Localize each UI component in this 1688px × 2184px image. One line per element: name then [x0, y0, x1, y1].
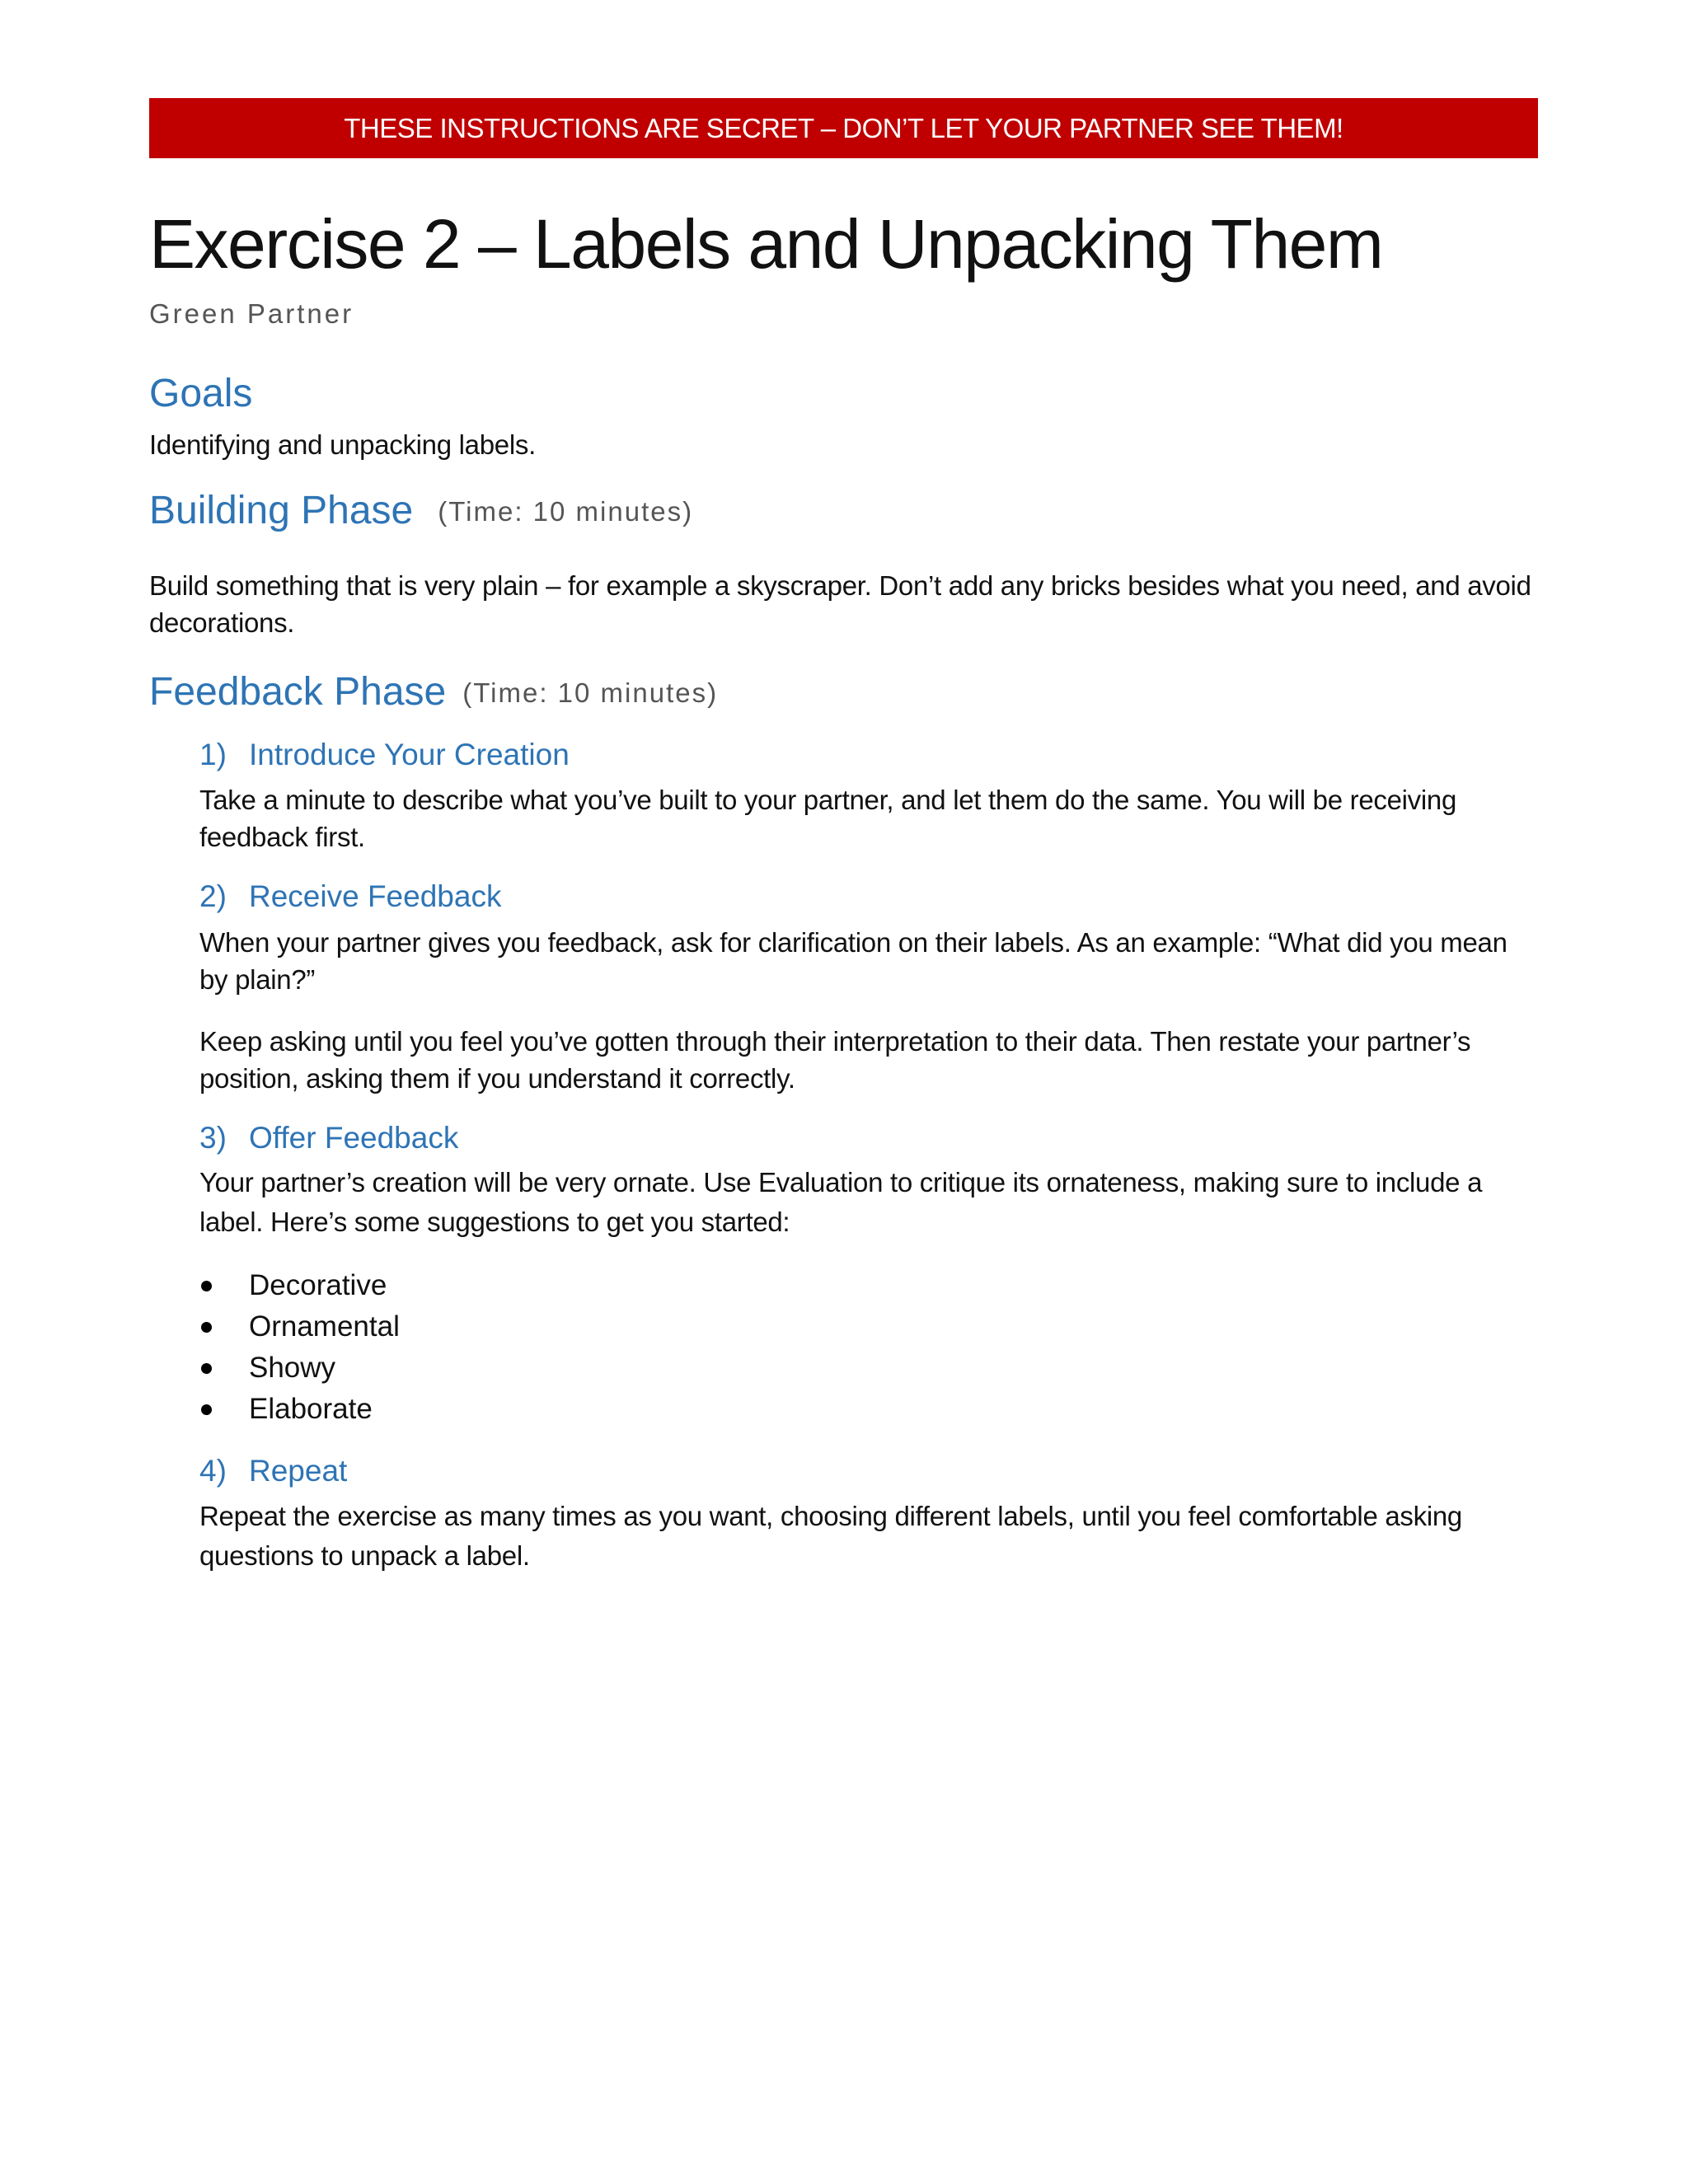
feedback-steps [199, 738, 1538, 1576]
secret-banner [149, 98, 1538, 158]
goals-heading: Goals [149, 372, 253, 415]
step-text-offer: Your partner’s creation will be very ornate. Use Evaluation to critique its ornateness, making sure to include a label. Here’s some suggestions to get you started: [199, 1167, 1483, 1238]
building-phase-heading [149, 490, 1538, 533]
list-item [199, 1389, 1538, 1430]
building-phase-time: (Time: 10 minutes) [438, 495, 694, 527]
feedback-phase-title: Feedback Phase [149, 669, 447, 714]
step-number: 3) [199, 1120, 227, 1155]
step-heading-offer [199, 1122, 1538, 1155]
step-number: 4) [199, 1454, 227, 1488]
bullet-icon [201, 1322, 212, 1333]
bullet-icon [201, 1281, 212, 1291]
list-item-label: Decorative [249, 1269, 387, 1302]
step-number: 2) [199, 879, 227, 914]
feedback-phase-time: (Time: 10 minutes) [462, 677, 719, 708]
step-heading-repeat [199, 1455, 1538, 1488]
step-title: Receive Feedback [249, 879, 502, 914]
step-text-receive: When your partner gives you feedback, ask for clarification on their labels. As an example: “What did you mean by plain?” [199, 926, 1507, 995]
step-heading-introduce [199, 738, 1538, 772]
step-title: Offer Feedback [249, 1120, 459, 1155]
step-text-repeat: Repeat the exercise as many times as you want, choosing different labels, until you feel comfortable asking questions to unpack a label. [199, 1501, 1462, 1572]
secret-banner-text: THESE INSTRUCTIONS ARE SECRET – DON’T LET YOUR PARTNER SEE THEM! [344, 112, 1343, 143]
label-suggestions-list [199, 1265, 1538, 1430]
feedback-phase-heading [149, 671, 1538, 715]
document-page [149, 98, 1538, 1576]
step-number: 1) [199, 738, 227, 772]
bullet-icon [201, 1404, 212, 1415]
page-title: Exercise 2 – Labels and Unpacking Them [149, 205, 1383, 283]
list-item [199, 1265, 1538, 1306]
step-heading-receive [199, 880, 1538, 914]
step-title: Introduce Your Creation [249, 738, 570, 772]
bullet-icon [201, 1363, 212, 1374]
step-text-receive-2: Keep asking until you feel you’ve gotten through their interpretation to their data. Then restate your partner’s position, asking them if you understand it correctly. [199, 1025, 1471, 1094]
step-text-introduce: Take a minute to describe what you’ve built to your partner, and let them do the same. You will be receiving feedback first. [199, 785, 1456, 853]
list-item-label: Elaborate [249, 1393, 373, 1426]
list-item [199, 1306, 1538, 1347]
list-item-label: Ornamental [249, 1310, 400, 1343]
list-item [199, 1347, 1538, 1389]
page-subtitle: Green Partner [149, 298, 354, 329]
building-phase-title: Building Phase [149, 488, 414, 532]
list-item-label: Showy [249, 1352, 336, 1385]
step-title: Repeat [249, 1454, 348, 1488]
building-phase-text: Build something that is very plain – for example a skyscraper. Don’t add any bricks besides what you need, and avoid decorations. [149, 569, 1531, 638]
goals-text: Identifying and unpacking labels. [149, 429, 536, 460]
